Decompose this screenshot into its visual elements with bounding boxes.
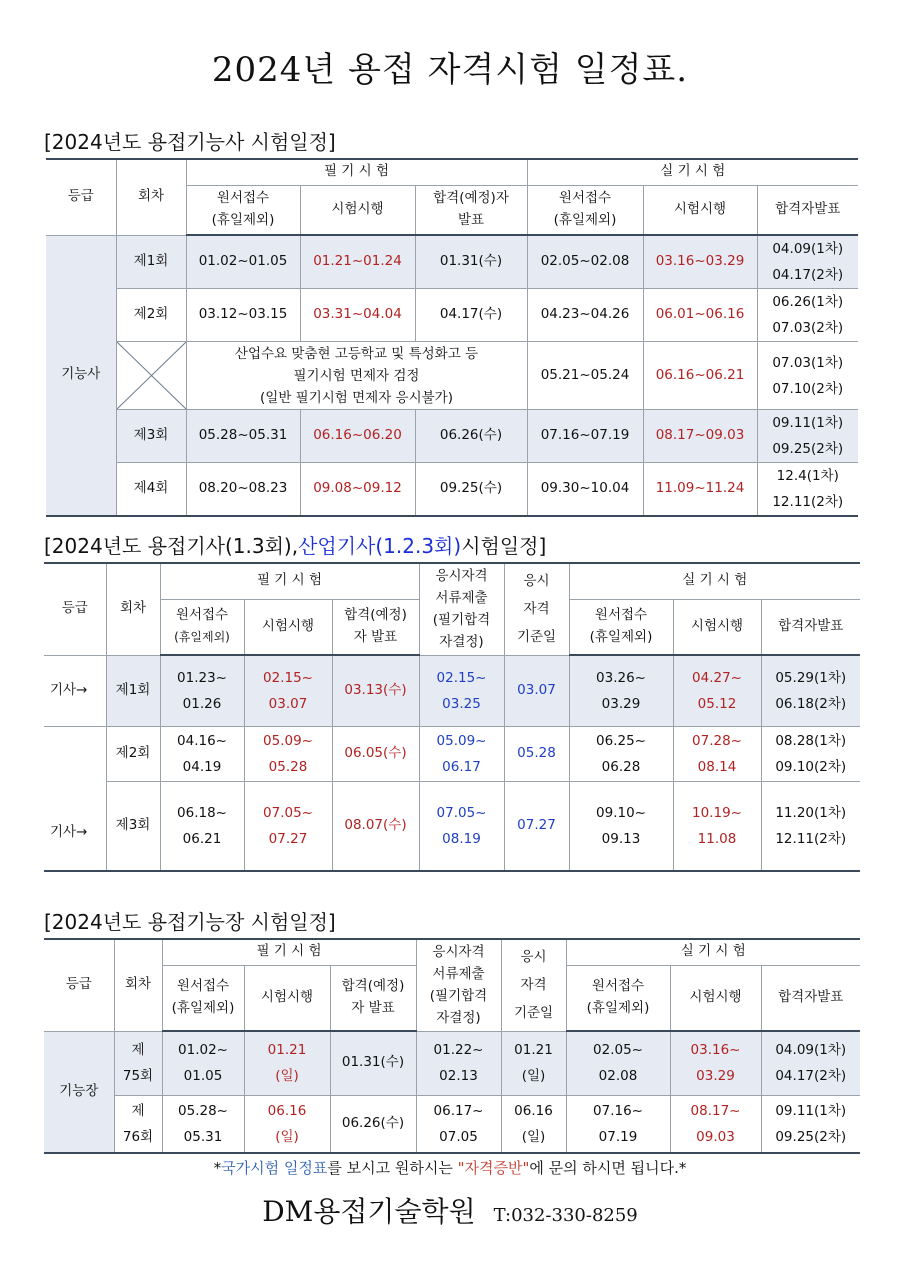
exam-cell: 03.31~04.04 (300, 289, 415, 342)
announcement-cell: 05.29(1차) 06.18(2차) (761, 655, 860, 726)
grade-marker: 기사→ (44, 781, 106, 871)
table-row (46, 410, 858, 463)
table-row (44, 781, 860, 871)
pass-cell: 08.07(수) (332, 781, 419, 871)
header-pass: 합격(예정) 자 발표 (332, 599, 419, 655)
announcement-cell: 09.11(1차) 09.25(2차) (761, 1095, 860, 1153)
apply-cell: 04.16~ 04.19 (160, 726, 244, 781)
pass-cell: 03.13(수) (332, 655, 419, 726)
page-title: 2024년 용접 자격시험 일정표. (211, 50, 689, 90)
phone-number: T:032-330-8259 (493, 1205, 638, 1226)
header-exam: 시험시행 (244, 599, 332, 655)
table-row (46, 342, 858, 410)
practical-apply-cell: 09.30~10.04 (527, 463, 643, 517)
practical-apply-cell: 05.21~05.24 (527, 342, 643, 410)
header-practical: 실 기 시 험 (566, 939, 860, 965)
exam-cell: 01.21~01.24 (300, 235, 415, 289)
practical-apply-cell: 03.26~ 03.29 (569, 655, 673, 726)
header-practical: 실 기 시 험 (527, 159, 858, 185)
practical-exam-cell: 03.16~03.29 (643, 235, 757, 289)
header-round: 회차 (114, 939, 162, 1031)
exam-cell: 06.16 (일) (244, 1095, 330, 1153)
practical-apply-cell: 07.16~07.19 (527, 410, 643, 463)
header-round: 회차 (106, 563, 160, 655)
practical-apply-cell: 04.23~04.26 (527, 289, 643, 342)
exam-cell: 01.21 (일) (244, 1031, 330, 1095)
practical-apply-cell: 02.05~02.08 (527, 235, 643, 289)
announcement-cell: 08.28(1차) 09.10(2차) (761, 726, 860, 781)
header-practical-exam: 시험시행 (670, 965, 761, 1031)
document-cell: 05.09~ 06.17 (419, 726, 504, 781)
header-exam: 시험시행 (300, 185, 415, 235)
practical-exam-cell: 04.27~ 05.12 (673, 655, 761, 726)
document-cell: 02.15~ 03.25 (419, 655, 504, 726)
section2-table (44, 562, 860, 872)
eligibility-date-cell: 01.21 (일) (501, 1031, 566, 1095)
document-cell: 07.05~ 08.19 (419, 781, 504, 871)
round-cell: 제3회 (116, 410, 186, 463)
header-written: 필 기 시 험 (162, 939, 416, 965)
header-practical-apply: 원서접수 (휴일제외) (566, 965, 670, 1031)
pass-cell: 01.31(수) (415, 235, 527, 289)
eligibility-date-cell: 03.07 (504, 655, 569, 726)
header-apply: 원서접수 (휴일제외) (160, 599, 244, 655)
practical-apply-cell: 09.10~ 09.13 (569, 781, 673, 871)
exam-cell: 02.15~ 03.07 (244, 655, 332, 726)
apply-cell: 01.02~ 01.05 (162, 1031, 244, 1095)
header-eligibility-date: 응시 자격 기준일 (501, 939, 566, 1031)
apply-cell: 03.12~03.15 (186, 289, 300, 342)
header-eligibility-date: 응시 자격 기준일 (504, 563, 569, 655)
footer (0, 1190, 900, 1230)
crossed-out-round-cell (116, 342, 186, 410)
pass-cell: 06.26(수) (415, 410, 527, 463)
pass-cell: 04.17(수) (415, 289, 527, 342)
pass-cell: 01.31(수) (330, 1031, 416, 1095)
header-practical-apply: 원서접수 (휴일제외) (569, 599, 673, 655)
practical-apply-cell: 06.25~ 06.28 (569, 726, 673, 781)
apply-cell: 08.20~08.23 (186, 463, 300, 517)
announcement-cell: 11.20(1차) 12.11(2차) (761, 781, 860, 871)
header-practical-exam: 시험시행 (673, 599, 761, 655)
grade-cell: 기능사 (46, 235, 116, 516)
exam-cell: 06.16~06.20 (300, 410, 415, 463)
pass-cell: 09.25(수) (415, 463, 527, 517)
header-announcement: 합격자발표 (757, 185, 858, 235)
table-row (44, 1095, 860, 1153)
practical-exam-cell: 11.09~11.24 (643, 463, 757, 517)
grade-marker: 기사→ (44, 655, 106, 726)
exam-cell: 05.09~ 05.28 (244, 726, 332, 781)
header-pass: 합격(예정)자 발표 (415, 185, 527, 235)
announcement-cell: 09.11(1차) 09.25(2차) (757, 410, 858, 463)
cross-mark-icon (117, 342, 186, 409)
header-round: 회차 (116, 159, 186, 235)
exam-cell: 07.05~ 07.27 (244, 781, 332, 871)
header-grade: 등급 (44, 939, 114, 1031)
section1-heading: [2024년도 용접기능사 시험일정] (44, 130, 336, 154)
header-document-submission: 응시자격 서류제출 (필기합격 자결정) (416, 939, 501, 1031)
table-row (46, 235, 858, 289)
eligibility-date-cell: 06.16 (일) (501, 1095, 566, 1153)
document-cell: 01.22~ 02.13 (416, 1031, 501, 1095)
header-announcement: 합격자발표 (761, 965, 860, 1031)
section2-heading: [2024년도 용접기사(1.3회),산업기사(1.2.3회)시험일정] (44, 534, 547, 558)
round-cell: 제4회 (116, 463, 186, 517)
round-cell: 제1회 (116, 235, 186, 289)
eligibility-date-cell: 07.27 (504, 781, 569, 871)
header-grade: 등급 (44, 563, 106, 655)
footer-note: *국가시험 일정표를 보시고 원하시는 "자격증반"에 문의 하시면 됩니다.* (213, 1159, 687, 1177)
round-cell: 제2회 (116, 289, 186, 342)
table-row (44, 655, 860, 726)
section1-table (46, 158, 858, 517)
header-written: 필 기 시 험 (160, 563, 419, 599)
document-cell: 06.17~ 07.05 (416, 1095, 501, 1153)
header-apply: 원서접수 (휴일제외) (186, 185, 300, 235)
header-apply: 원서접수 (휴일제외) (162, 965, 244, 1031)
header-document-submission: 응시자격 서류제출 (필기합격 자결정) (419, 563, 504, 655)
round-cell: 제3회 (106, 781, 160, 871)
practical-apply-cell: 07.16~ 07.19 (566, 1095, 670, 1153)
pass-cell: 06.26(수) (330, 1095, 416, 1153)
eligibility-date-cell: 05.28 (504, 726, 569, 781)
table-row (46, 463, 858, 517)
table-row (44, 726, 860, 781)
practical-exam-cell: 03.16~ 03.29 (670, 1031, 761, 1095)
header-practical-apply: 원서접수 (휴일제외) (527, 185, 643, 235)
section3-heading: [2024년도 용접기능장 시험일정] (44, 910, 336, 934)
round-cell: 제 76회 (114, 1095, 162, 1153)
pass-cell: 06.05(수) (332, 726, 419, 781)
practical-exam-cell: 06.16~06.21 (643, 342, 757, 410)
header-grade: 등급 (46, 159, 116, 235)
announcement-cell: 07.03(1차) 07.10(2차) (757, 342, 858, 410)
header-practical: 실 기 시 험 (569, 563, 860, 599)
practical-exam-cell: 08.17~09.03 (643, 410, 757, 463)
exemption-note-cell: 산업수요 맞춤현 고등학교 및 특성화고 등 필기시험 면제자 검정 (일반 필기시험 면제자 응시불가) (186, 342, 527, 410)
apply-cell: 06.18~ 06.21 (160, 781, 244, 871)
round-cell: 제1회 (106, 655, 160, 726)
academy-name: DM용접기술학원 (262, 1195, 476, 1228)
grade-cell: 기능장 (44, 1031, 114, 1153)
table-row (46, 289, 858, 342)
practical-apply-cell: 02.05~ 02.08 (566, 1031, 670, 1095)
practical-exam-cell: 07.28~ 08.14 (673, 726, 761, 781)
announcement-cell: 04.09(1차) 04.17(2차) (761, 1031, 860, 1095)
header-practical-exam: 시험시행 (643, 185, 757, 235)
announcement-cell: 04.09(1차) 04.17(2차) (757, 235, 858, 289)
round-cell: 제 75회 (114, 1031, 162, 1095)
header-written: 필 기 시 험 (186, 159, 527, 185)
announcement-cell: 12.4(1차) 12.11(2차) (757, 463, 858, 517)
header-pass: 합격(예정) 자 발표 (330, 965, 416, 1031)
header-announcement: 합격자발표 (761, 599, 860, 655)
announcement-cell: 06.26(1차) 07.03(2차) (757, 289, 858, 342)
table-row (44, 1031, 860, 1095)
header-exam: 시험시행 (244, 965, 330, 1031)
round-cell: 제2회 (106, 726, 160, 781)
section3-table (44, 938, 860, 1154)
apply-cell: 05.28~05.31 (186, 410, 300, 463)
exam-cell: 09.08~09.12 (300, 463, 415, 517)
apply-cell: 01.02~01.05 (186, 235, 300, 289)
apply-cell: 01.23~ 01.26 (160, 655, 244, 726)
practical-exam-cell: 08.17~ 09.03 (670, 1095, 761, 1153)
apply-cell: 05.28~ 05.31 (162, 1095, 244, 1153)
practical-exam-cell: 10.19~ 11.08 (673, 781, 761, 871)
practical-exam-cell: 06.01~06.16 (643, 289, 757, 342)
